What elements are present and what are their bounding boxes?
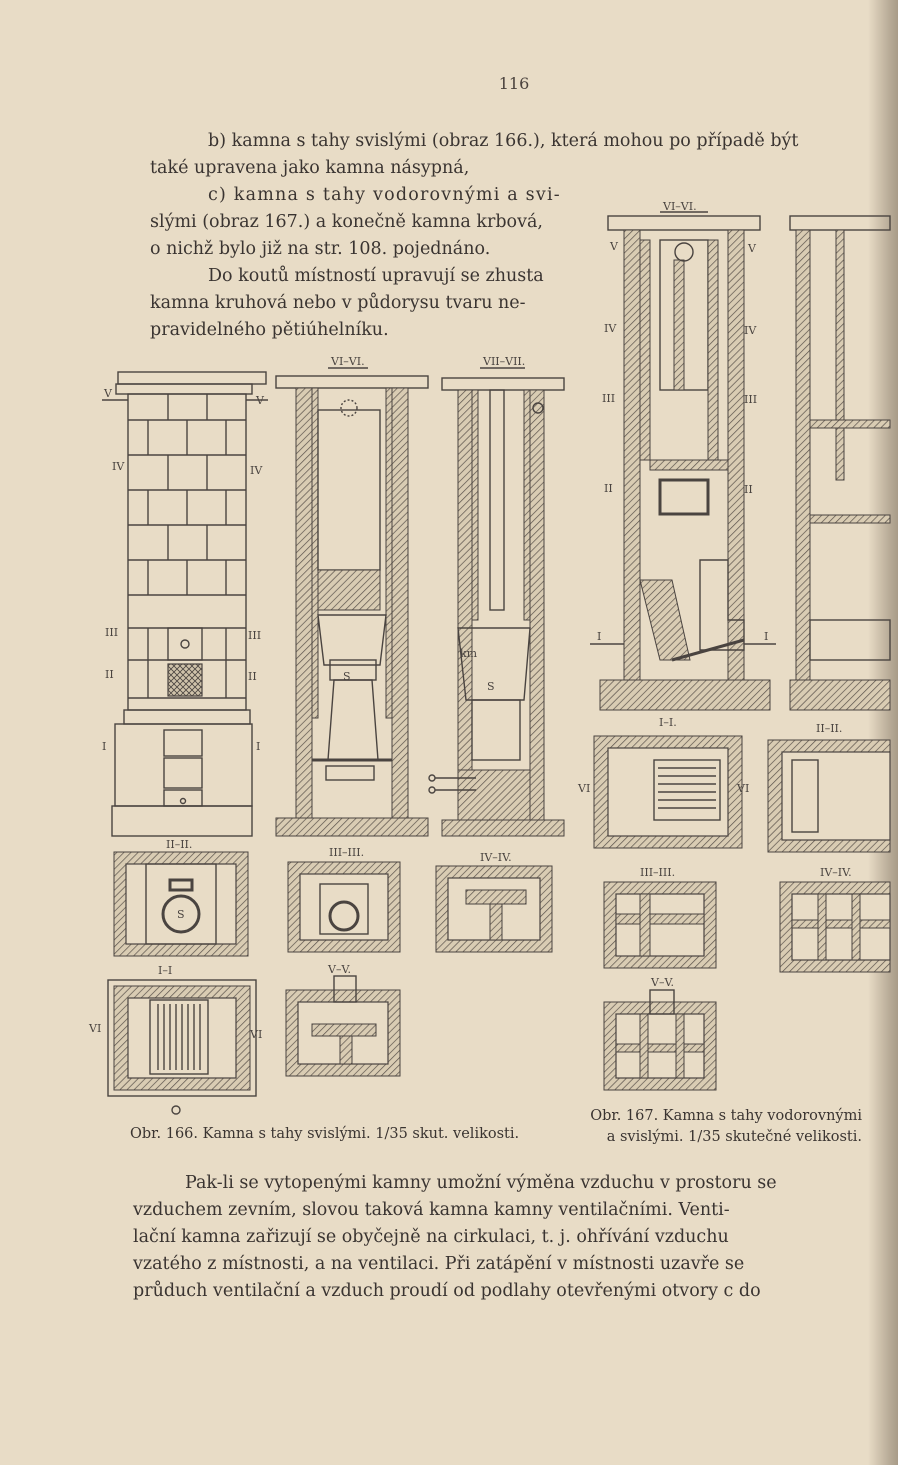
label-167-vi-right: VI	[737, 782, 750, 795]
section-167-vi-vi	[590, 200, 776, 710]
label-ii-right: II	[248, 670, 257, 683]
intro-line: c) kamna s tahy vodorovnými a svi-	[208, 185, 561, 205]
label-s-chamber: S	[343, 670, 351, 683]
label-i-left: I	[102, 740, 107, 753]
label-iii-right: III	[248, 629, 262, 642]
label-vi-right: VI	[250, 1028, 263, 1041]
label-section-vii: VII–VII.	[483, 355, 526, 368]
section-167-second	[790, 216, 890, 710]
label-iv-left: IV	[112, 460, 125, 473]
page-number: 116	[498, 74, 530, 93]
figure-167-caption-line: a svislými. 1/35 skutečné velikosti.	[606, 1129, 862, 1145]
label-167-iii-left: III	[602, 392, 616, 405]
intro-line: slými (obraz 167.) a konečně kamna krbová,	[150, 212, 543, 232]
figure-167-caption	[560, 1106, 862, 1148]
label-167-plan-iv: IV–IV.	[820, 866, 852, 879]
label-vi-left: VI	[89, 1022, 102, 1035]
label-i-right: I	[256, 740, 261, 753]
label-iii-left: III	[105, 626, 119, 639]
label-167-v-left: V	[610, 240, 618, 253]
label-167-ii-right: II	[744, 483, 753, 496]
bottom-line: Pak-li se vytopenými kamny umožní výměna vzduchu v prostoru se	[185, 1173, 777, 1193]
bottom-line: lační kamna zařizují se obyčejně na cirkulaci, t. j. ohřívání vzduchu	[133, 1227, 729, 1247]
label-s-chamber-2: S	[487, 680, 495, 693]
label-167-iv-right: IV	[744, 324, 757, 337]
intro-line: o nichž bylo již na str. 108. pojednáno.	[150, 239, 491, 259]
label-167-iii-right: III	[744, 393, 758, 406]
label-plan-ii: II–II.	[166, 838, 193, 851]
label-167-ii-left: II	[604, 482, 613, 495]
label-plan-i: I–I	[158, 964, 173, 977]
label-167-plan-iii: III–III.	[640, 866, 676, 879]
intro-line: kamna kruhová nebo v půdorysu tvaru ne-	[150, 293, 526, 313]
label-167-vi-left: VI	[578, 782, 591, 795]
label-ii-left: II	[105, 668, 114, 681]
label-167-plan-i: I–I.	[659, 716, 677, 729]
plan-167-i-i	[577, 716, 749, 848]
bottom-paragraph	[133, 1170, 777, 1305]
label-plan-iv: IV–IV.	[480, 851, 512, 864]
intro-line: b) kamna s tahy svislými (obraz 166.), která mohou po případě být	[208, 131, 799, 151]
label-167-i-left: I	[597, 630, 602, 643]
intro-line: také upravena jako kamna násypná,	[150, 158, 470, 178]
label-167-i-right: I	[764, 630, 769, 643]
intro-line: pravidelného pětiúhelníku.	[150, 320, 389, 340]
figure-166-caption	[130, 1124, 560, 1145]
label-167-section-vi: VI–VI.	[663, 200, 697, 213]
figure-167-caption-line: Obr. 167. Kamna s tahy vodorovnými	[590, 1108, 862, 1124]
label-v-left: V	[104, 387, 112, 400]
bottom-line: vzduchem zevním, slovou taková kamna kamny ventilačními. Venti-	[133, 1200, 730, 1220]
bottom-line: vzatého z místnosti, a na ventilaci. Při zatápění v místnosti uzavře se	[133, 1254, 745, 1274]
label-section-vi: VI–VI.	[331, 355, 365, 368]
plan-167-ii-ii	[768, 722, 890, 852]
label-plan-v: V–V.	[328, 963, 351, 976]
label-167-iv-left: IV	[604, 322, 617, 335]
label-km: km	[460, 647, 478, 660]
label-167-v-right: V	[748, 242, 756, 255]
label-167-plan-v: V–V.	[651, 976, 674, 989]
figure-166-caption-text: Obr. 166. Kamna s tahy svislými. 1/35 skut. velikosti.	[130, 1126, 520, 1142]
plan-167-v-v	[604, 976, 716, 1090]
label-s-plan: S	[177, 908, 185, 921]
label-iv-right: IV	[250, 464, 263, 477]
plan-167-iv-iv	[780, 866, 890, 972]
label-v-right: V	[256, 394, 264, 407]
plan-167-iii-iii	[604, 866, 716, 968]
bottom-line: průduch ventilační a vzduch proudí od podlahy otevřenými otvory c do	[133, 1281, 761, 1301]
label-plan-iii: III–III.	[329, 846, 365, 859]
label-167-plan-ii: II–II.	[816, 722, 843, 735]
intro-line: Do koutů místností upravují se zhusta	[208, 266, 544, 286]
